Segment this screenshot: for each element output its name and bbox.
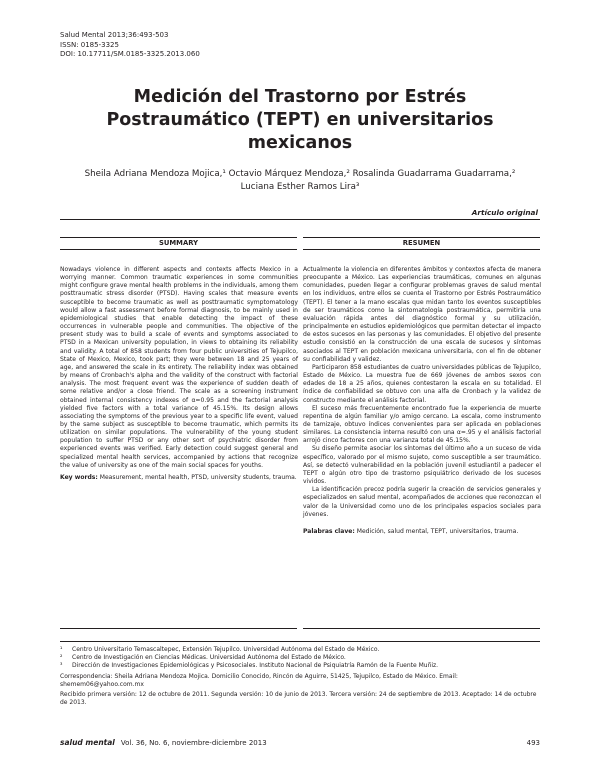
issn: ISSN: 0185-3325 xyxy=(60,40,119,49)
resumen-keywords xyxy=(303,528,541,536)
resumen-paragraph: Actualmente la violencia en diferentes ámbitos y contextos afecta de manera preocupante a México. Las experiencias traumáticas, comunes en algunas comunidades, pueden llegar a configurar problemas graves de salud mental en los individuos, entre ellos se cuenta el Trastorno por Estrés Postraumático (TEPT). El tener a la mano escalas que midan tanto los eventos susceptibles de ser traumáticos como la sintomatología postraumática, permitiría una evaluación rápida antes del diagnóstico formal y su utilización, principalmente en estudios epidemiológicos que permitan detectar el impacto de estos sucesos en las personas y las comunidades. El objetivo del presente estudio consistió en la construcción de una escala de sucesos y síntomas asociados al TEPT en población mexicana universitaria, con el fin de obtener su confiabilidad y validez. xyxy=(303,266,541,363)
affiliation-item: ² Centro de Investigación en Ciencias Médicas. Universidad Autónoma del Estado de México. xyxy=(60,654,346,662)
resumen-paragraph: El suceso más frecuentemente encontrado fue la experiencia de muerte repentina de algún familiar y/o amigo cercano. La escala, como instrumento de tamizaje, obtuvo índices convenientes para ser aplicada en poblaciones similares. La consistencia interna resultó con una α=.95 y el análisis factorial arrojó cinco factores con una varianza total de 45.15%. xyxy=(303,404,541,445)
authors-line: Sheila Adriana Mendoza Mojica,¹ Octavio Márquez Mendoza,² Rosalinda Guadarrama Guadarrama,² xyxy=(84,169,516,179)
summary-keywords xyxy=(60,474,298,482)
doi: DOI: 10.17711/SM.0185-3325.2013.060 xyxy=(60,50,200,58)
summary-bottom-rule xyxy=(60,628,297,629)
author-list xyxy=(70,168,530,194)
authors-line: Luciana Esther Ramos Lira³ xyxy=(240,182,360,192)
keywords-label: Key words: xyxy=(60,473,98,481)
resumen-paragraph: La identificación precoz podría sugerir la creación de servicios generales y especializados en salud mental, acompañados de acciones que reconozcan el valor de la Universidad como uno de los principales espacios sociales para jóvenes. xyxy=(303,486,541,518)
resumen-column xyxy=(303,266,541,536)
article-type: Artículo original xyxy=(471,208,538,217)
footnote-rule xyxy=(60,641,540,642)
affiliation-item: ¹ Centro Universitario Temascaltepec, Extensión Tejupilco. Universidad Autónoma del Estado de México. xyxy=(60,646,380,653)
resumen-paragraph: Participaron 858 estudiantes de cuatro universidades públicas de Tejupilco, Estado de México. La muestra fue de 669 jóvenes de ambos sexos con edades de 18 a 25 años, quienes contestaron la escala en su totalidad. El índice de confiabilidad se obtuvo con una alfa de Cronbach y la validez de constructo mediante el análisis factorial. xyxy=(303,363,541,404)
title-line: Postraumático (TEPT) en universitarios xyxy=(106,110,494,130)
affiliation-item: ³ Dirección de Investigaciones Epidemiológicas y Psicosociales. Instituto Nacional de Psiquiatría Ramón de la Fuente Muñiz. xyxy=(60,662,439,670)
journal-name: salud mental xyxy=(60,738,115,747)
resumen-paragraph: Su diseño permite asociar los síntomas del último año a un suceso de vida específico, valorado por el mismo sujeto, como susceptible a ser traumático. Así, se detectó vulnerabilidad en la población juvenil estudiantil a padecer el TEPT o algún otro tipo de trastorno psiquiátrico derivado de los sucesos vividos. xyxy=(303,445,541,486)
keywords-text: Measurement, mental health, PTSD, university students, trauma. xyxy=(99,473,297,481)
resumen-bottom-rule xyxy=(303,628,540,629)
keywords-text: Medición, salud mental, TEPT, universitarios, trauma. xyxy=(356,527,519,535)
article-title xyxy=(60,86,540,155)
resumen-heading: RESUMEN xyxy=(303,237,540,250)
page-number: 493 xyxy=(526,738,540,747)
citation: Salud Mental 2013;36:493-503 xyxy=(60,31,169,39)
keywords-label: Palabras clave: xyxy=(303,527,355,535)
correspondence: Correspondencia: Sheila Adriana Mendoza Mojica. Domicilio Conocido, Rincón de Aguirre, 51425, Tejupilco, Estado de México. Email: shemem06@yahoo.com.mx xyxy=(60,672,458,688)
title-line: mexicanos xyxy=(247,133,353,153)
summary-body: Nowadays violence in different aspects and contexts affects Mexico in a worrying manner. Common traumatic experiences in some communities might configure grave mental health problems in the individuals, among them posttraumatic stress disorder (PTSD). Having scales that measure events susceptible to become traumatic as well as posttraumatic symptomatology would allow a fast assessment before formal diagnosis, to be mainly used in epidemiological studies that enable detecting the impact of these occurrences in vulnerable people and communities. The objective of the present study was to build a scale of events and symptoms associated to PTSD in a Mexican university population, in views to obtaining its reliability and validity. A total of 858 students from four public universities of Tejupilco, State of Mexico, Mexico, took part; they were between 18 and 25 years of age, and answered the scale in its entirety. The reliability index was obtained by means of Cronbach's alpha and the validity of the construct with factorial analysis. The most frequent event was the experience of sudden death of some relative and/or a close friend. The scale as a screening instrument obtained internal consistency indexes of α=0.95 and the factorial analysis yielded five factors with a total variance of 45.15%. Its design allows associating the symptoms of the previous year to a specific life event, valued by the same subject as susceptible to become traumatic, which permits its utilization on similar populations. The vulnerability of the young student population to suffer PTSD or any other sort of psychiatric disorder from experienced events was verified. Early detection could suggest general and specialized mental health services, accompanied by actions that recognize the value of university as one of the main social spaces for youths. xyxy=(60,266,298,469)
summary-heading: SUMMARY xyxy=(60,237,297,250)
summary-column xyxy=(60,266,298,482)
citation-block xyxy=(60,31,200,60)
issue-info: Vol. 36, No. 6, noviembre-diciembre 2013 xyxy=(120,738,267,747)
page-footer xyxy=(60,738,540,747)
header-rule xyxy=(60,219,540,220)
affiliations xyxy=(60,646,540,707)
received-dates: Recibido primera versión: 12 de octubre de 2011. Segunda versión: 10 de junio de 2013. Tercera versión: 24 de septiembre de 2013. Aceptado: 14 de octubre de 2013. xyxy=(60,691,537,707)
title-line: Medición del Trastorno por Estrés xyxy=(133,87,467,107)
